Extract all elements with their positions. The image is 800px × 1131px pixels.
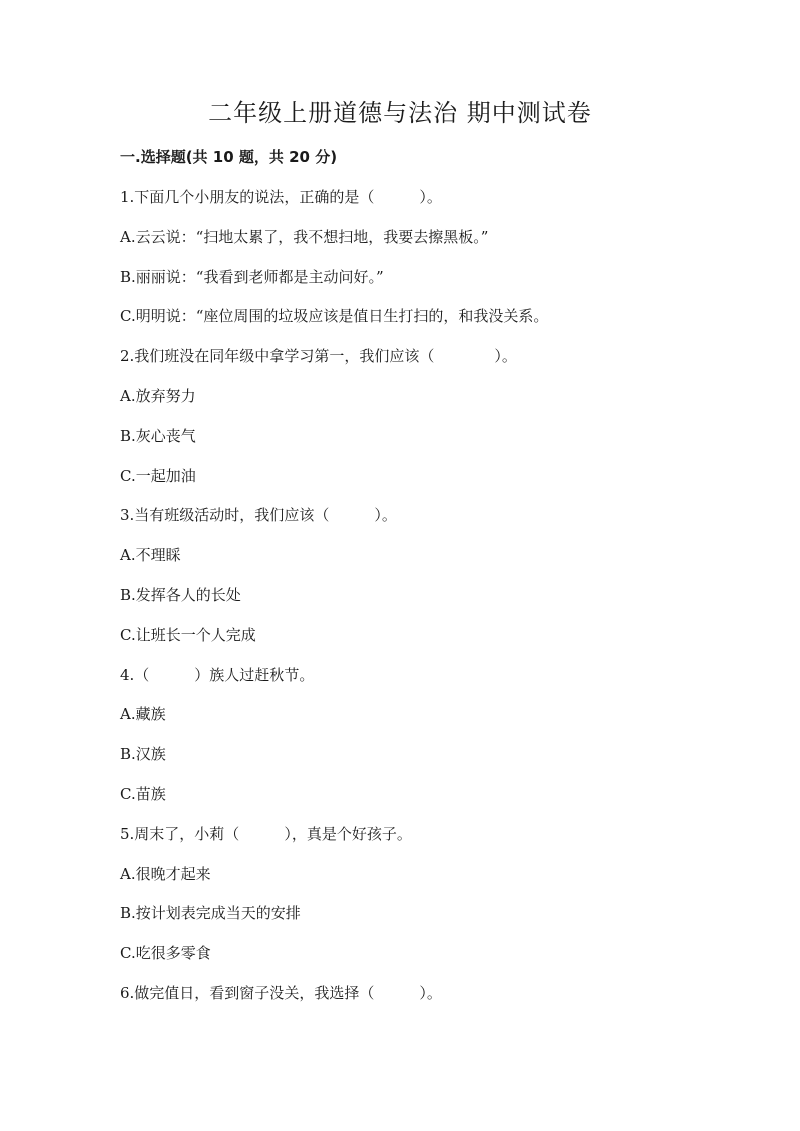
question-4-option-a: A.藏族 [120, 705, 166, 724]
question-1-option-b: B.丽丽说：“我看到老师都是主动问好。” [120, 267, 384, 286]
question-5-option-a: A.很晚才起来 [120, 864, 211, 883]
question-1: 1.下面几个小朋友的说法，正确的是（ ）。 [120, 188, 442, 206]
section-heading: 一.选择题(共 10 题，共 20 分) [120, 148, 338, 166]
question-1-option-a: A.云云说：“扫地太累了，我不想扫地，我要去擦黑板。” [120, 227, 489, 246]
page-title: 二年级上册道德与法治 期中测试卷 [208, 99, 592, 127]
question-3-option-c: C.让班长一个人完成 [120, 625, 256, 644]
question-3-option-b: B.发挥各人的长处 [120, 585, 241, 604]
question-3-option-a: A.不理睬 [120, 546, 181, 565]
question-2-option-c: C.一起加油 [120, 466, 196, 485]
question-6: 6.做完值日，看到窗子没关，我选择（ ）。 [120, 983, 442, 1002]
question-1-option-c: C.明明说：“座位周围的垃圾应该是值日生打扫的，和我没关系。 [120, 307, 549, 326]
question-list [120, 186, 740, 1022]
question-2-option-a: A.放弃努力 [120, 386, 196, 405]
question-3: 3.当有班级活动时，我们应该（ ）。 [120, 506, 397, 525]
question-2-option-b: B.灰心丧气 [120, 426, 196, 445]
question-4: 4.（ ）族人过赶秋节。 [120, 665, 315, 684]
question-4-option-c: C.苗族 [120, 784, 166, 803]
question-4-option-b: B.汉族 [120, 745, 166, 764]
question-2: 2.我们班没在同年级中拿学习第一，我们应该（ ）。 [120, 347, 517, 366]
question-5-option-b: B.按计划表完成当天的安排 [120, 904, 301, 923]
question-5: 5.周末了，小莉（ ），真是个好孩子。 [120, 824, 412, 843]
question-5-option-c: C.吃很多零食 [120, 944, 211, 963]
